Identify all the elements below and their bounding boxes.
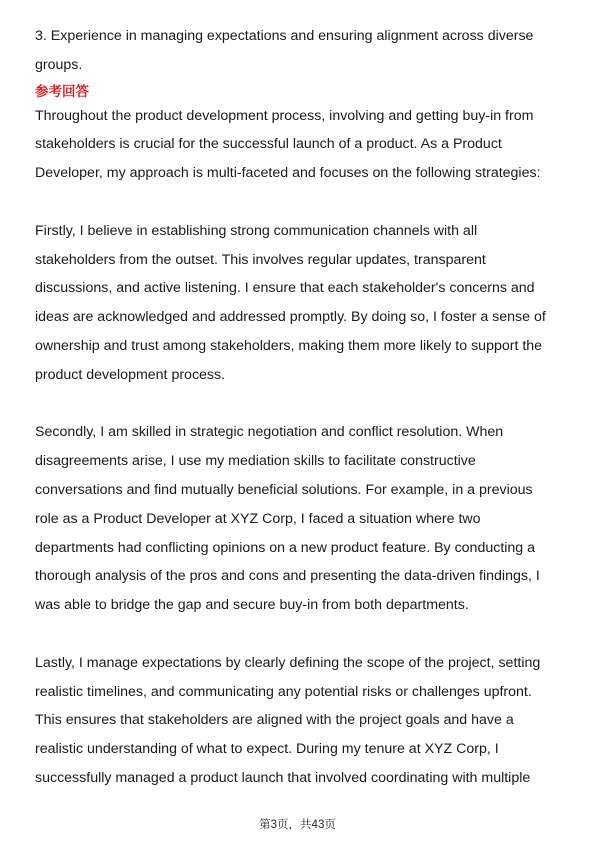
- text-line: stakeholders from the outset. This involves regular updates, transparent: [35, 251, 486, 268]
- page-number: 第3页，共43页: [259, 819, 336, 831]
- text-line: This ensures that stakeholders are aligned with the project goals and have a: [35, 712, 514, 729]
- text-line: Throughout the product development process, involving and getting buy-in from: [35, 107, 534, 124]
- text-line: role as a Product Developer at XYZ Corp, I faced a situation where two: [35, 510, 481, 527]
- text-line: discussions, and active listening. I ensure that each stakeholder's concerns and: [35, 280, 535, 297]
- text-line: Developer, my approach is multi-faceted and focuses on the following strategies:: [35, 165, 541, 182]
- page-content: [35, 22, 565, 793]
- paragraph-spacer: [35, 620, 565, 649]
- question-tail: [35, 22, 565, 80]
- text-line: conversations and find mutually beneficial solutions. For example, in a previous: [35, 481, 533, 498]
- text-line: disagreements arise, I use my mediation skills to facilitate constructive: [35, 453, 476, 470]
- text-line: ownership and trust among stakeholders, making them more likely to support the: [35, 337, 543, 354]
- text-line: departments had conflicting opinions on a new product feature. By conducting a: [35, 539, 536, 556]
- text-line: Lastly, I manage expectations by clearly defining the scope of the project, setting: [35, 654, 541, 671]
- paragraph-firstly: [35, 217, 565, 390]
- text-line: was able to bridge the gap and secure buy-in from both departments.: [35, 597, 469, 614]
- paragraph-spacer: [35, 390, 565, 419]
- text-line: Firstly, I believe in establishing strong communication channels with all: [35, 222, 478, 239]
- text-line: realistic timelines, and communicating any potential risks or challenges upfront.: [35, 683, 532, 700]
- text-line: thorough analysis of the pros and cons and presenting the data-driven findings, I: [35, 568, 540, 585]
- question-line: groups.: [35, 56, 83, 73]
- question-line: 3. Experience in managing expectations and ensuring alignment across diverse: [35, 28, 534, 44]
- text-line: Secondly, I am skilled in strategic negotiation and conflict resolution. When: [35, 424, 504, 441]
- answer-heading: 参考回答: [35, 83, 89, 99]
- text-line: stakeholders is crucial for the successful launch of a product. As a Product: [35, 136, 502, 153]
- paragraph-secondly: [35, 418, 565, 620]
- text-line: realistic understanding of what to expect. During my tenure at XYZ Corp, I: [35, 741, 499, 758]
- paragraph-intro: [35, 102, 565, 188]
- text-line: ideas are acknowledged and addressed promptly. By doing so, I foster a sense of: [35, 309, 546, 326]
- paragraph-spacer: [35, 188, 565, 217]
- text-line: successfully managed a product launch that involved coordinating with multiple: [35, 769, 531, 786]
- text-line: product development process.: [35, 366, 226, 383]
- paragraph-lastly: [35, 649, 565, 793]
